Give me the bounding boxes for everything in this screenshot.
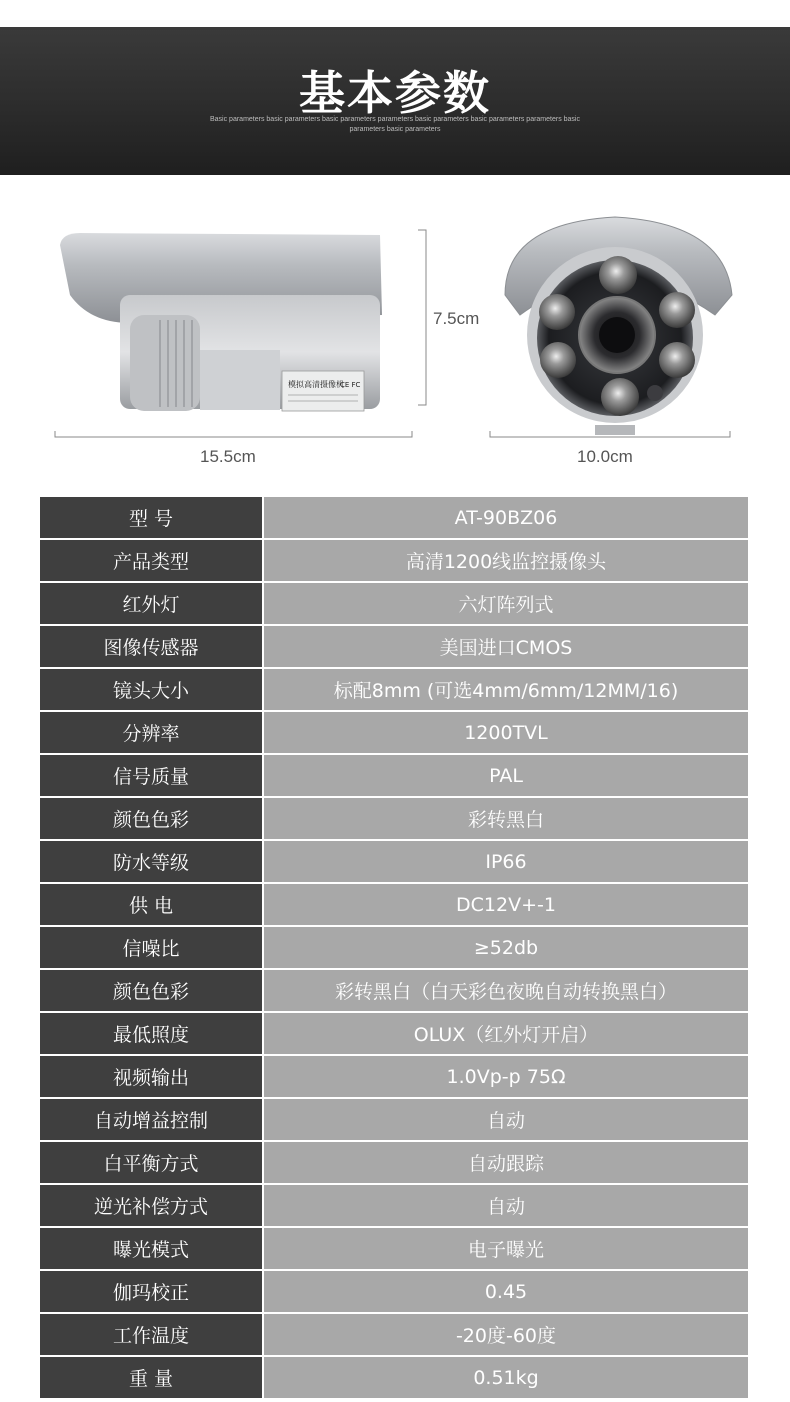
product-photo-area [0, 175, 790, 495]
spec-label: 防水等级 [40, 841, 262, 882]
spec-row [40, 841, 748, 882]
spec-label: 最低照度 [40, 1013, 262, 1054]
spec-label: 白平衡方式 [40, 1142, 262, 1183]
spec-row [40, 626, 748, 667]
spec-value: 电子曝光 [264, 1228, 748, 1269]
spec-value: AT-90BZ06 [264, 497, 748, 538]
spec-value: 六灯阵列式 [264, 583, 748, 624]
spec-label: 伽玛校正 [40, 1271, 262, 1312]
spec-value: ≥52db [264, 927, 748, 968]
spec-label: 分辨率 [40, 712, 262, 753]
spec-label: 信噪比 [40, 927, 262, 968]
spec-label: 颜色色彩 [40, 970, 262, 1011]
spec-value: 自动 [264, 1185, 748, 1226]
spec-value: OLUX（红外灯开启） [264, 1013, 748, 1054]
spec-value: 自动 [264, 1099, 748, 1140]
spec-row [40, 927, 748, 968]
spec-label: 图像传感器 [40, 626, 262, 667]
spec-label: 自动增益控制 [40, 1099, 262, 1140]
spec-row [40, 970, 748, 1011]
spec-row [40, 1314, 748, 1355]
spec-label: 型 号 [40, 497, 262, 538]
spec-label: 镜头大小 [40, 669, 262, 710]
spec-row [40, 1228, 748, 1269]
spec-value: -20度-60度 [264, 1314, 748, 1355]
spec-label: 重 量 [40, 1357, 262, 1398]
spec-label: 产品类型 [40, 540, 262, 581]
spec-row [40, 798, 748, 839]
spec-row [40, 1271, 748, 1312]
camera-front-view [505, 217, 732, 435]
spec-value: 0.51kg [264, 1357, 748, 1398]
spec-value: 美国进口CMOS [264, 626, 748, 667]
spec-value: 0.45 [264, 1271, 748, 1312]
spec-row [40, 1013, 748, 1054]
spec-row [40, 669, 748, 710]
spec-label: 红外灯 [40, 583, 262, 624]
header-banner [0, 27, 790, 175]
spec-row [40, 712, 748, 753]
spec-value: 彩转黑白（白天彩色夜晚自动转换黑白） [264, 970, 748, 1011]
spec-value: 彩转黑白 [264, 798, 748, 839]
spec-label: 信号质量 [40, 755, 262, 796]
page-subtitle: Basic parameters basic parameters basic parameters parameters basic parameters basic parameters parameters basic parameters basic parameters [210, 116, 580, 133]
spec-label: 曝光模式 [40, 1228, 262, 1269]
camera-label-text: 模拟高清摄像机 [288, 380, 344, 389]
spec-row [40, 497, 748, 538]
camera-side-view [60, 233, 382, 411]
spec-label: 视频输出 [40, 1056, 262, 1097]
spec-row [40, 1056, 748, 1097]
spec-value: 自动跟踪 [264, 1142, 748, 1183]
spec-label: 逆光补偿方式 [40, 1185, 262, 1226]
camera-label-badges: CE FC [340, 381, 361, 389]
page-title: 基本参数 [299, 66, 491, 120]
spec-row [40, 1142, 748, 1183]
length-dimension-label: 15.5cm [200, 447, 256, 466]
spec-value: 高清1200线监控摄像头 [264, 540, 748, 581]
spec-row [40, 1185, 748, 1226]
camera-illustration [0, 175, 790, 495]
spec-row [40, 755, 748, 796]
spec-value: 1.0Vp-p 75Ω [264, 1056, 748, 1097]
spec-label: 工作温度 [40, 1314, 262, 1355]
spec-row [40, 884, 748, 925]
spec-value: 1200TVL [264, 712, 748, 753]
spec-row [40, 1357, 748, 1398]
spec-value: PAL [264, 755, 748, 796]
spec-table [40, 497, 748, 1400]
spec-row [40, 583, 748, 624]
spec-value: DC12V+-1 [264, 884, 748, 925]
height-dimension-label: 7.5cm [433, 309, 480, 328]
spec-value: 标配8mm (可选4mm/6mm/12MM/16) [264, 669, 748, 710]
spec-label: 供 电 [40, 884, 262, 925]
spec-value: IP66 [264, 841, 748, 882]
spec-row [40, 540, 748, 581]
spec-label: 颜色色彩 [40, 798, 262, 839]
spec-row [40, 1099, 748, 1140]
width-dimension-label: 10.0cm [577, 447, 633, 466]
